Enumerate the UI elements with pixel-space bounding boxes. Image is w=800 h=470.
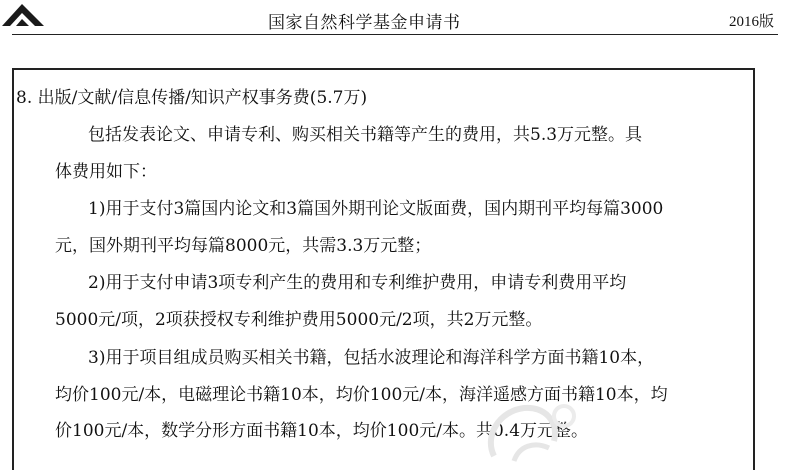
- body-line-5: 2)用于支付申请3项专利产生的费用和专利维护费用，申请专利费用平均: [88, 273, 627, 293]
- body-line-1: 包括发表论文、申请专利、购买相关书籍等产生的费用，共5.3万元整。具: [88, 125, 643, 145]
- nsfc-logo: [0, 0, 46, 28]
- body-line-8: 均价100元/本，电磁理论书籍10本，均价100元/本，海洋遥感方面书籍10本，均: [55, 385, 668, 405]
- body-line-4: 元，国外期刊平均每篇8000元，共需3.3万元整；: [55, 236, 432, 256]
- body-line-6: 5000元/项，2项获授权专利维护费用5000元/2项，共2万元整。: [55, 310, 543, 330]
- watermark-logo: [474, 386, 594, 466]
- section-title: 8. 出版/文献/信息传播/知识产权事务费(5.7万): [16, 88, 368, 108]
- header-edition: 2016版: [728, 14, 774, 30]
- body-line-9: 价100元/本，数学分形方面书籍10本，均价100元/本。共0.4万元整。: [55, 421, 589, 441]
- body-line-2: 体费用如下：: [55, 162, 157, 182]
- body-line-7: 3)用于项目组成员购买相关书籍，包括水波理论和海洋科学方面书籍10本，: [88, 348, 655, 368]
- header-title: 国家自然科学基金申请书: [268, 13, 461, 33]
- header-rule: [12, 34, 778, 35]
- body-line-3: 1)用于支付3篇国内论文和3篇国外期刊论文版面费，国内期刊平均每篇3000: [88, 199, 664, 219]
